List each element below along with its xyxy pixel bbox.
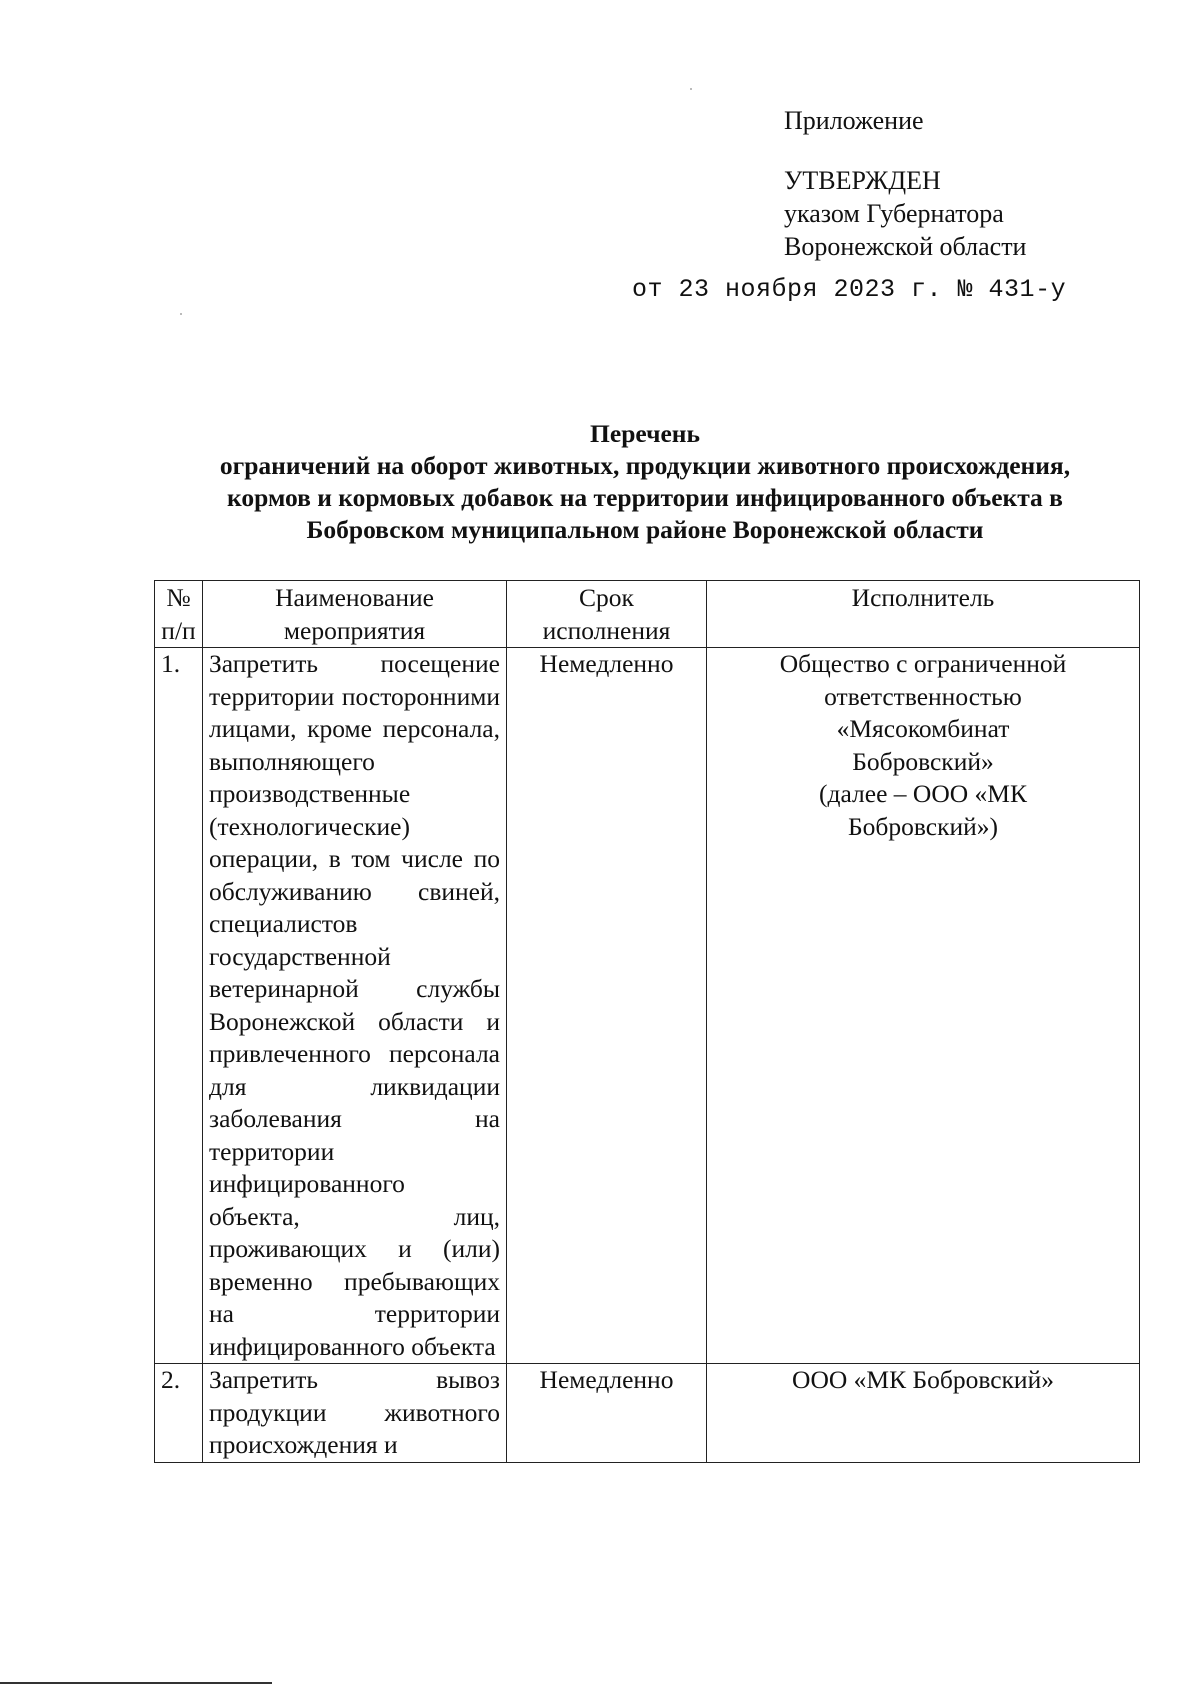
table-header-row — [155, 581, 1140, 648]
header-term-line-1: Срок — [579, 583, 634, 612]
header-name — [203, 581, 507, 648]
approval-block — [784, 104, 1026, 263]
footer-rule — [0, 1682, 272, 1684]
title-line-2: ограничений на оборот животных, продукции животного происхождения, — [219, 451, 1071, 480]
executor-line: Бобровский» — [852, 746, 994, 776]
row-term: Немедленно — [507, 1364, 707, 1463]
spacer — [784, 137, 1026, 164]
row-executor — [707, 1364, 1140, 1463]
header-number — [155, 581, 203, 648]
region-line: Воронежской области — [784, 232, 1027, 261]
executor-line: Бобровский») — [848, 811, 998, 841]
header-name-line-1: Наименование — [275, 583, 434, 612]
executor-line: «Мясокомбинат — [836, 714, 1010, 743]
header-term-line-2: исполнения — [542, 615, 671, 645]
header-number-line-2: п/п — [161, 615, 196, 645]
scan-speck — [180, 313, 182, 315]
row-executor — [707, 648, 1140, 1364]
decree-line: указом Губернатора — [784, 199, 1004, 228]
title-line-3: кормов и кормовых добавок на территории инфицированного объекта в — [227, 483, 1063, 512]
executor-line: (далее – ООО «МК — [819, 779, 1027, 808]
decree-date-stamp: от 23 ноября 2023 г. № 431-у — [632, 275, 1067, 304]
table-row — [155, 648, 1140, 1364]
row-number: 2. — [155, 1364, 203, 1463]
measures-table — [154, 580, 1140, 1463]
appendix-label: Приложение — [784, 106, 924, 135]
title-line-4: Бобровском муниципальном районе Воронежской области — [306, 515, 984, 544]
row-term: Немедленно — [507, 648, 707, 1364]
title-line-1: Перечень — [590, 419, 700, 448]
header-term — [507, 581, 707, 648]
scan-speck — [690, 88, 692, 90]
header-number-line-1: № — [166, 583, 191, 612]
row-measure: Запретить вывоз продукции животного происхождения и — [203, 1364, 507, 1463]
row-number: 1. — [155, 648, 203, 1364]
table-row — [155, 1364, 1140, 1463]
executor-line: ООО «МК Бобровский» — [792, 1365, 1054, 1394]
executor-line: ответственностью — [824, 681, 1022, 711]
header-executor: Исполнитель — [707, 581, 1140, 648]
document-title — [150, 418, 1140, 546]
row-measure: Запретить посещение территории посторонними лицами, кроме персонала, выполняющего производственные (технологические) операции, в том числе по обслуживанию свиней, специалистов государственной ветеринарной службы Воронежской области и привлеченного персонала для ликвидации заболевания на территории инфицированного объекта, лиц, проживающих и (или) временно пребывающих на территории инфицированного объекта — [203, 648, 507, 1364]
header-name-line-2: мероприятия — [283, 615, 426, 645]
executor-line: Общество с ограниченной — [779, 649, 1067, 678]
approved-label: УТВЕРЖДЕН — [784, 166, 941, 195]
